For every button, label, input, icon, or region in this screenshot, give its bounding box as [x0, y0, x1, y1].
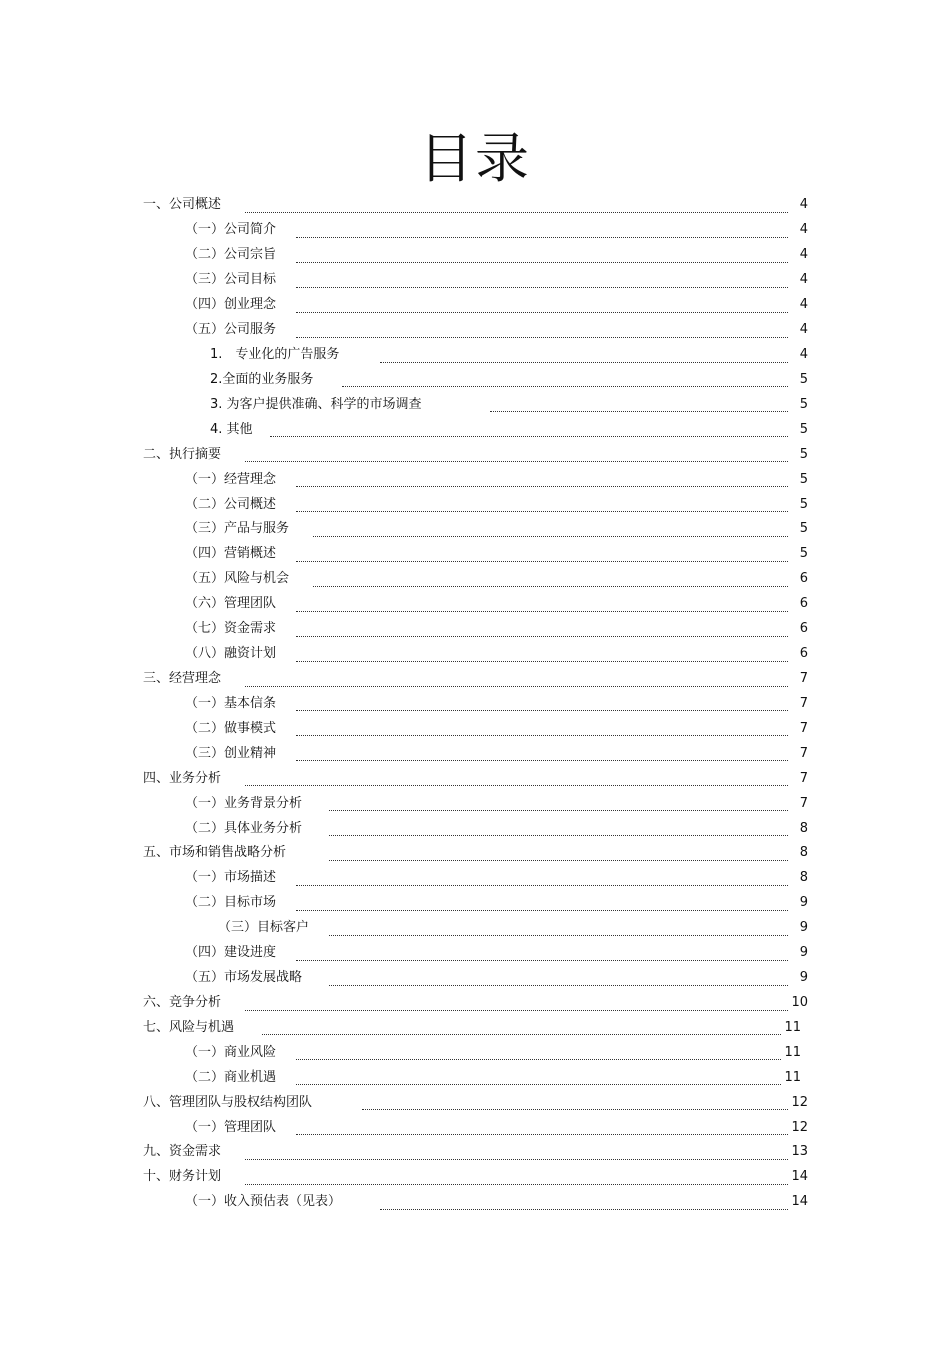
dot-leader: [362, 1093, 788, 1110]
toc-entry[interactable]: [0, 1015, 950, 1040]
dot-leader: [296, 545, 788, 562]
dot-leader: [329, 794, 788, 811]
toc-entry-title: （五）风险与机会: [185, 571, 290, 587]
dot-leader: [296, 869, 788, 886]
dot-leader: [296, 719, 788, 736]
toc-page-number: 10: [791, 994, 808, 1010]
toc-entry-title: 七、风险与机遇: [143, 1019, 235, 1035]
dot-leader: [245, 994, 788, 1011]
toc-page-number: 4: [799, 197, 808, 213]
toc-entry-title: 六、竞争分析: [143, 994, 222, 1010]
toc-entry[interactable]: [0, 617, 950, 642]
toc-entry-title: （四）建设进度: [185, 945, 277, 961]
toc-entry-title: （七）资金需求: [185, 621, 277, 637]
toc-entry[interactable]: [0, 791, 950, 816]
toc-page-number: 6: [799, 596, 808, 612]
dot-leader: [329, 819, 788, 836]
toc-page-number: 5: [799, 496, 808, 512]
toc-entry[interactable]: [0, 891, 950, 916]
dot-leader: [296, 744, 788, 761]
toc-page-number: 5: [799, 546, 808, 562]
dot-leader: [342, 370, 788, 387]
toc-entry[interactable]: [0, 592, 950, 617]
toc-page-number: 7: [799, 670, 808, 686]
dot-leader: [245, 670, 788, 687]
toc-entry[interactable]: [0, 517, 950, 542]
toc-entry-title: （一）商业风险: [185, 1044, 277, 1060]
toc-entry-title: （一）基本信条: [185, 695, 277, 711]
toc-page-number: 6: [799, 646, 808, 662]
dot-leader: [296, 1118, 788, 1135]
toc-entry-title: （一）经营理念: [185, 471, 277, 487]
page-title: 目录: [419, 127, 531, 190]
dot-leader: [262, 1018, 781, 1035]
toc-entry[interactable]: [0, 542, 950, 567]
toc-entry-title: （一）市场描述: [185, 870, 277, 886]
dot-leader: [380, 346, 788, 363]
toc-entry[interactable]: [0, 991, 950, 1016]
toc-page-number: 11: [784, 1044, 801, 1060]
toc-entry-title: 一、公司概述: [143, 197, 222, 213]
toc-entry-title: （五）公司服务: [185, 322, 277, 338]
toc-page-number: 4: [799, 346, 808, 362]
toc-entry-title: （三）目标客户: [218, 920, 310, 936]
toc-entry-title: 十、财务计划: [143, 1169, 222, 1185]
dot-leader: [380, 1193, 788, 1210]
dot-leader: [296, 1043, 781, 1060]
toc-entry-title: （二）目标市场: [185, 895, 277, 911]
toc-page-number: 8: [799, 845, 808, 861]
toc-entry-title: 二、执行摘要: [143, 446, 222, 462]
toc-entry[interactable]: [0, 1090, 950, 1115]
toc-entry[interactable]: [0, 293, 950, 318]
toc-entry-title: （三）公司目标: [185, 272, 277, 288]
table-of-contents: [0, 193, 950, 1215]
toc-entry[interactable]: [0, 841, 950, 866]
toc-page-number: 4: [799, 297, 808, 313]
dot-leader: [296, 221, 788, 238]
toc-entry[interactable]: [0, 417, 950, 442]
toc-page-number: 8: [799, 870, 808, 886]
toc-page-number: 14: [791, 1169, 808, 1185]
toc-entry-title: （二）公司宗旨: [185, 247, 277, 263]
toc-entry[interactable]: [0, 966, 950, 991]
toc-page-number: 4: [799, 272, 808, 288]
toc-entry[interactable]: [0, 642, 950, 667]
toc-entry-title: （四）营销概述: [185, 546, 277, 562]
toc-page-number: 5: [799, 371, 808, 387]
dot-leader: [490, 395, 788, 412]
toc-entry-title: 八、管理团队与股权结构团队: [143, 1094, 313, 1110]
dot-leader: [329, 844, 788, 861]
toc-entry-title: （五）市场发展战略: [185, 970, 303, 986]
toc-entry-title: （八）融资计划: [185, 646, 277, 662]
dot-leader: [296, 1068, 781, 1085]
dot-leader: [245, 1143, 788, 1160]
toc-page-number: 5: [799, 421, 808, 437]
dot-leader: [296, 296, 788, 313]
toc-page-number: 12: [791, 1094, 808, 1110]
toc-page-number: 7: [799, 720, 808, 736]
toc-page-number: 4: [799, 322, 808, 338]
toc-entry[interactable]: [0, 691, 950, 716]
toc-entry[interactable]: [0, 567, 950, 592]
toc-page-number: 12: [791, 1119, 808, 1135]
toc-page-number: 9: [799, 945, 808, 961]
toc-entry-title: 3. 为客户提供准确、科学的市场调查: [210, 396, 422, 412]
dot-leader: [296, 595, 788, 612]
toc-page-number: 9: [799, 895, 808, 911]
toc-entry[interactable]: [0, 1040, 950, 1065]
toc-page-number: 6: [799, 571, 808, 587]
toc-entry[interactable]: [0, 492, 950, 517]
toc-entry-title: 九、资金需求: [143, 1144, 222, 1160]
toc-page-number: 7: [799, 795, 808, 811]
toc-entry[interactable]: [0, 667, 950, 692]
toc-entry-title: （二）公司概述: [185, 496, 277, 512]
toc-entry[interactable]: [0, 367, 950, 392]
dot-leader: [296, 321, 788, 338]
toc-entry-title: （一）管理团队: [185, 1119, 277, 1135]
toc-entry-title: （二）商业机遇: [185, 1069, 277, 1085]
dot-leader: [245, 769, 788, 786]
toc-page-number: 7: [799, 745, 808, 761]
toc-entry[interactable]: [0, 816, 950, 841]
toc-page-number: 8: [799, 820, 808, 836]
toc-entry-title: 三、经营理念: [143, 670, 222, 686]
dot-leader: [245, 1168, 788, 1185]
dot-leader: [296, 271, 788, 288]
dot-leader: [296, 694, 788, 711]
toc-entry-title: 4. 其他: [210, 421, 253, 437]
toc-entry-title: 四、业务分析: [143, 770, 222, 786]
toc-entry-title: （二）做事模式: [185, 720, 277, 736]
toc-page-number: 5: [799, 521, 808, 537]
toc-entry[interactable]: [0, 218, 950, 243]
toc-entry-title: （一）公司简介: [185, 222, 277, 238]
toc-page-number: 4: [799, 247, 808, 263]
toc-page-number: 9: [799, 920, 808, 936]
toc-entry-title: 2.全面的业务服务: [210, 371, 314, 387]
dot-leader: [270, 420, 788, 437]
dot-leader: [296, 620, 788, 637]
dot-leader: [245, 196, 788, 213]
toc-entry[interactable]: [0, 741, 950, 766]
toc-entry-title: （三）创业精神: [185, 745, 277, 761]
dot-leader: [313, 570, 788, 587]
toc-entry-title: （二）具体业务分析: [185, 820, 303, 836]
toc-entry[interactable]: [0, 716, 950, 741]
toc-entry[interactable]: [0, 343, 950, 368]
toc-page-number: 7: [799, 695, 808, 711]
toc-entry[interactable]: [0, 866, 950, 891]
dot-leader: [296, 246, 788, 263]
toc-entry-title: （六）管理团队: [185, 596, 277, 612]
toc-page-number: 13: [791, 1144, 808, 1160]
toc-entry[interactable]: [0, 467, 950, 492]
toc-entry[interactable]: [0, 392, 950, 417]
dot-leader: [296, 645, 788, 662]
dot-leader: [245, 445, 788, 462]
toc-entry[interactable]: [0, 766, 950, 791]
toc-entry[interactable]: [0, 1165, 950, 1190]
toc-entry-title: （三）产品与服务: [185, 521, 290, 537]
toc-page-number: 6: [799, 621, 808, 637]
toc-page-number: 5: [799, 396, 808, 412]
dot-leader: [329, 919, 788, 936]
dot-leader: [313, 520, 788, 537]
toc-entry[interactable]: [0, 941, 950, 966]
toc-entry[interactable]: [0, 1115, 950, 1140]
toc-page-number: 11: [784, 1019, 801, 1035]
toc-page-number: 4: [799, 222, 808, 238]
toc-entry-title: （一）业务背景分析: [185, 795, 303, 811]
toc-entry[interactable]: [0, 1065, 950, 1090]
toc-entry[interactable]: [0, 1140, 950, 1165]
toc-entry[interactable]: [0, 243, 950, 268]
toc-page-number: 11: [784, 1069, 801, 1085]
toc-entry[interactable]: [0, 442, 950, 467]
toc-entry[interactable]: [0, 1190, 950, 1215]
toc-entry[interactable]: [0, 318, 950, 343]
toc-page-number: 9: [799, 970, 808, 986]
toc-entry-title: （一）收入预估表（见表）: [185, 1194, 342, 1210]
toc-entry-title: 1. 专业化的广告服务: [210, 346, 340, 362]
toc-entry[interactable]: [0, 193, 950, 218]
toc-entry[interactable]: [0, 916, 950, 941]
toc-entry-title: 五、市场和销售战略分析: [143, 845, 287, 861]
toc-entry[interactable]: [0, 268, 950, 293]
toc-entry-title: （四）创业理念: [185, 297, 277, 313]
dot-leader: [296, 470, 788, 487]
dot-leader: [296, 894, 788, 911]
toc-page-number: 5: [799, 446, 808, 462]
toc-page-number: 14: [791, 1194, 808, 1210]
dot-leader: [296, 495, 788, 512]
dot-leader: [329, 969, 788, 986]
dot-leader: [296, 944, 788, 961]
toc-page-number: 7: [799, 770, 808, 786]
toc-page-number: 5: [799, 471, 808, 487]
